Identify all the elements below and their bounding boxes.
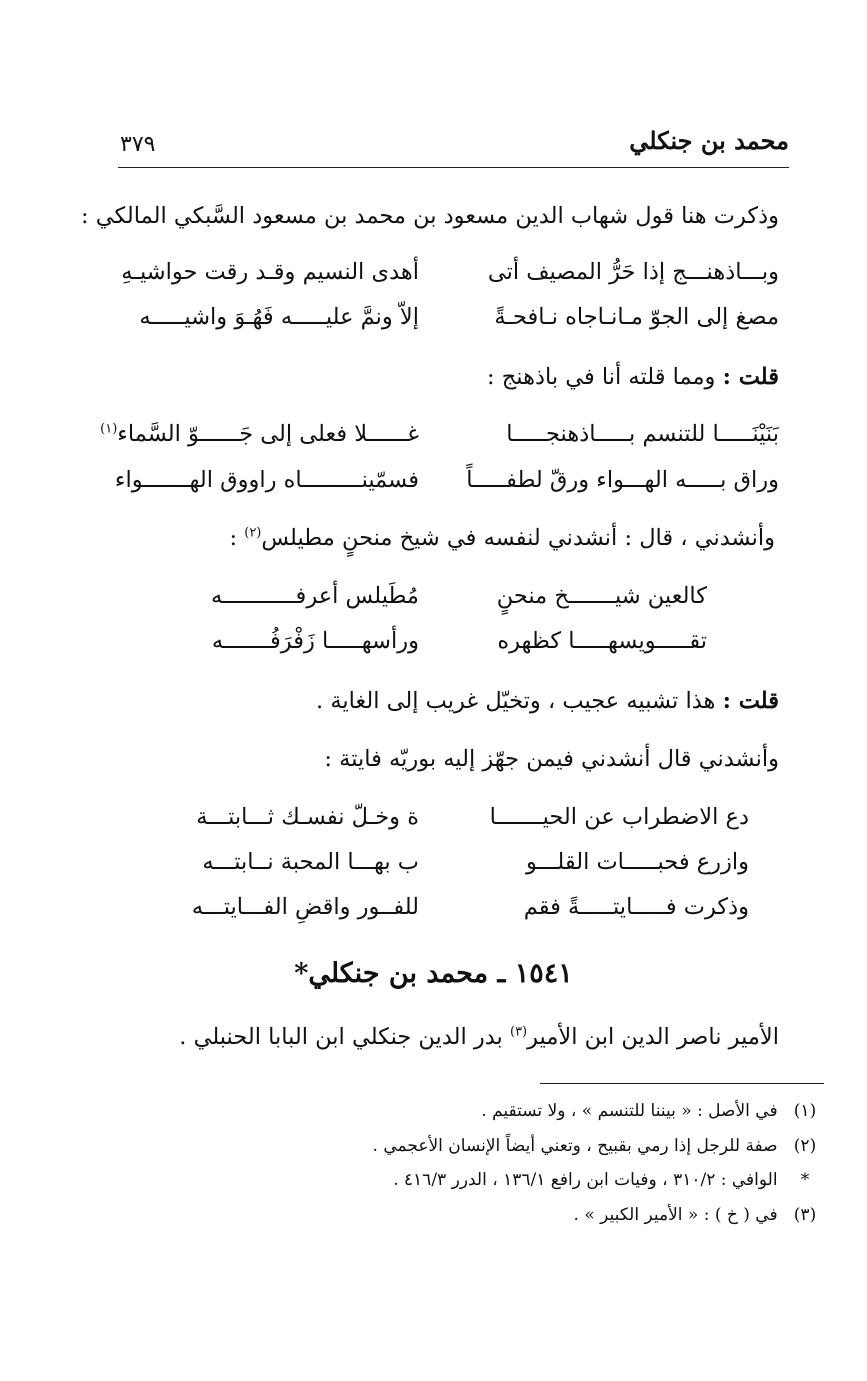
qult2-paragraph bbox=[316, 688, 779, 714]
poem4-line3-ajuz: للفــور واقضِ الفـــايتـــه bbox=[191, 894, 419, 920]
poem2-line2-ajuz: فسمّينـــــــــاه راووق الهـــــــواء bbox=[114, 467, 419, 493]
poem2-line1-ajuz bbox=[100, 421, 419, 447]
qult1-text: ومما قلته أنا في باذهنج : bbox=[487, 364, 716, 390]
poem4-line1-ajuz: ة وخـلّ نفسـك ثـــابتـــة bbox=[196, 804, 419, 830]
anshadani1-paragraph bbox=[230, 525, 776, 551]
poem1-line2-ajuz: إلاّ ونمَّ عليـــــه فَهُـوَ واشيـــــه bbox=[139, 304, 419, 330]
footnote-1 bbox=[481, 1101, 827, 1121]
anshadani1-text: وأنشدني ، قال : أنشدني لنفسه في شيخ منحنٍ مطيلس bbox=[261, 525, 775, 551]
footnote-star bbox=[393, 1170, 827, 1190]
qult2-label: قلت : bbox=[722, 688, 779, 714]
footnote-star-num: * bbox=[800, 1170, 810, 1190]
footnote-2-num: (٢) bbox=[793, 1136, 817, 1156]
running-header-title: محمد بن جنكلي bbox=[629, 126, 789, 155]
poem3-line2-sadr: تقـــــويسهـــــا كظهره bbox=[497, 628, 707, 654]
anshadani2-paragraph: وأنشدني قال أنشدني فيمن جهّز إليه بوريّه فايتة : bbox=[324, 746, 779, 772]
footnote-3-text: في ( خ ) : « الأمير الكبير » . bbox=[573, 1205, 778, 1225]
poem2-line1-ajuz-text: غــــــلا فعلى إلى جَــــــوّ السَّماء bbox=[117, 421, 419, 447]
anshadani1-end: : bbox=[229, 525, 245, 551]
footnote-2-text: صفة للرجل إذا رمي بقبيح ، وتعني أيضاً الإنسان الأعجمي . bbox=[372, 1136, 778, 1156]
footnote-2 bbox=[373, 1136, 827, 1156]
poem2-line2-sadr: وراق بـــــه الهـــواء ورقّ لطفـــــاً bbox=[466, 467, 779, 493]
poem3-line1-sadr: كالعين شيـــــــخ منحنٍ bbox=[496, 583, 707, 609]
footnote-star-text: الوافي : ٣١٠/٢ ، وفيات ابن رافع ١٣٦/١ ، الدرر ٤١٦/٣ . bbox=[393, 1170, 778, 1190]
poem1-line2-sadr: مصغ إلى الجوّ مـانـاجاه نـافحـةً bbox=[494, 304, 779, 330]
poem1-line1-ajuz: أهدى النسيم وقـد رقت حواشيـهِ bbox=[121, 259, 419, 285]
footnote-3 bbox=[574, 1205, 827, 1225]
entry-line-a: الأمير ناصر الدين ابن الأمير bbox=[527, 1024, 779, 1050]
footnote-1-text: في الأصل : « بيننا للتنسم » ، ولا تستقيم . bbox=[481, 1101, 778, 1121]
footnote-ref-1: (١) bbox=[100, 421, 118, 437]
poem2-line1-sadr: بَنَيْنَـــــا للتنسم بـــــاذهنجـــــا bbox=[506, 421, 779, 447]
intro-paragraph: وذكرت هنا قول شهاب الدين مسعود بن محمد بن مسعود السَّبكي المالكي : bbox=[81, 203, 779, 229]
footnote-3-num: (٣) bbox=[793, 1205, 817, 1225]
poem4-line2-ajuz: ب بهـــا المحبة نــابتـــه bbox=[202, 849, 419, 875]
poem4-line2-sadr: وازرع فحبـــــات القلـــو bbox=[526, 849, 749, 875]
footnote-1-num: (١) bbox=[793, 1101, 817, 1121]
poem3-line2-ajuz: ورأسهـــــا زَفْرَفُـــــــه bbox=[211, 628, 419, 654]
poem1-line1-sadr: وبـــاذهنـــج إذا حَرُّ المصيف أتى bbox=[487, 259, 779, 285]
entry-first-line bbox=[179, 1024, 779, 1050]
qult1-label: قلت : bbox=[722, 364, 779, 390]
entry-line-b: بدر الدين جنكلي ابن البابا الحنبلي . bbox=[179, 1024, 510, 1050]
page-number: ٣٧٩ bbox=[120, 132, 156, 157]
header-rule bbox=[118, 167, 789, 168]
qult1-paragraph bbox=[487, 364, 779, 390]
footnote-ref-2: (٢) bbox=[244, 525, 262, 541]
poem4-line3-sadr: وذكرت فـــــايتـــــةً فقم bbox=[523, 894, 749, 920]
footnote-ref-3: (٣) bbox=[509, 1024, 528, 1040]
footnote-rule bbox=[540, 1083, 824, 1084]
poem4-line1-sadr: دع الاضطراب عن الحيـــــــا bbox=[489, 804, 749, 830]
qult2-text: هذا تشبيه عجيب ، وتخيّل غريب إلى الغاية . bbox=[316, 688, 716, 714]
entry-title: ١٥٤١ ـ محمد بن جنكلي* bbox=[294, 958, 573, 989]
poem3-line1-ajuz: مُطَيلس أعرفـــــــــــه bbox=[210, 583, 419, 609]
